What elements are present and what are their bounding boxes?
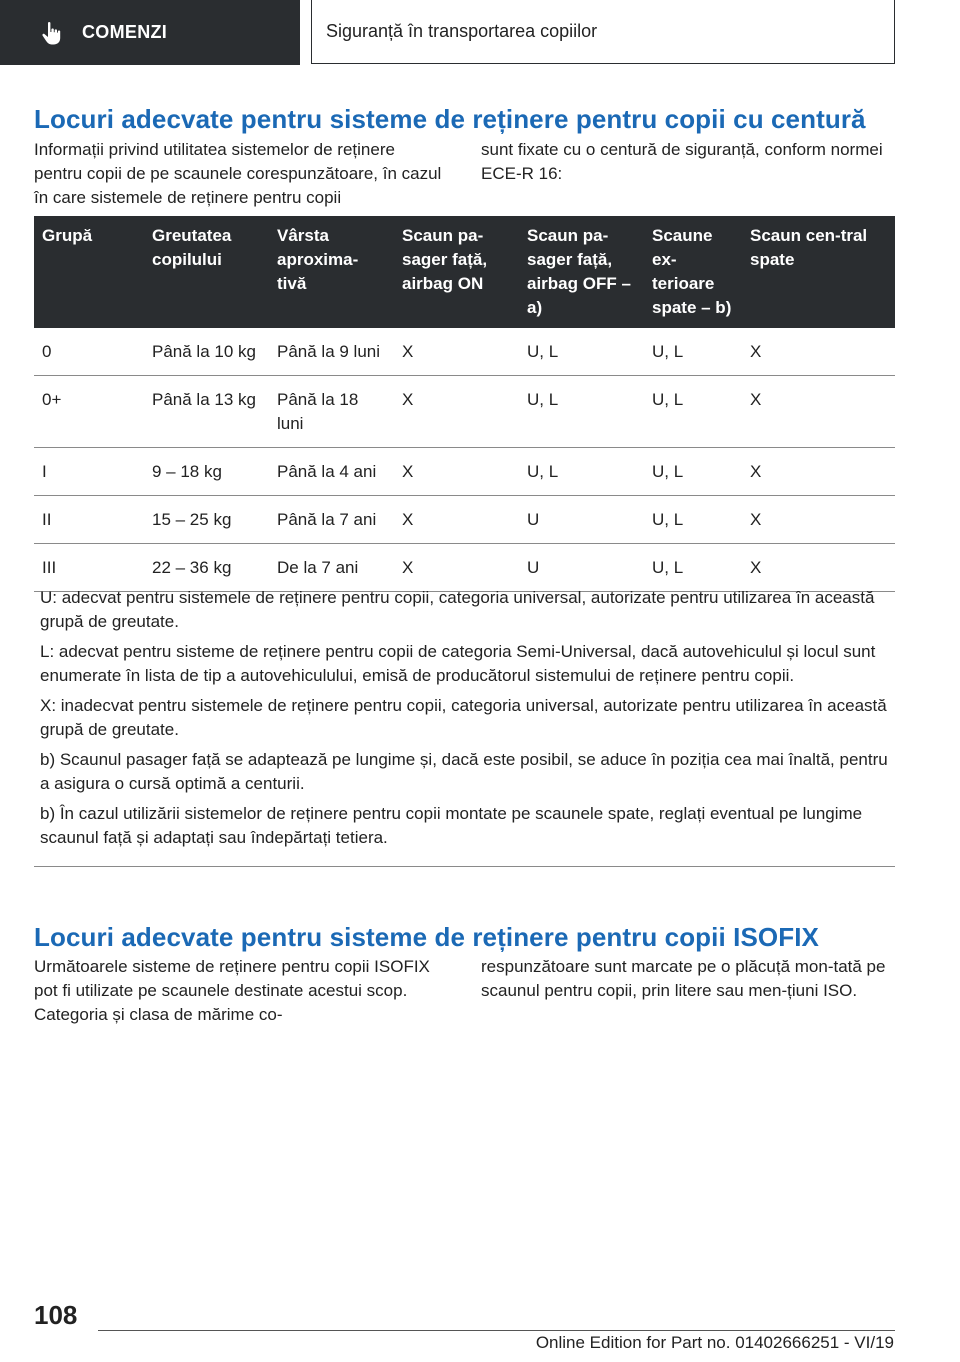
table-cell: 15 – 25 kg: [144, 496, 269, 544]
header-tab-label: COMENZI: [82, 22, 168, 42]
table-cell: II: [34, 496, 144, 544]
table-row: [34, 328, 895, 376]
footer-divider: [98, 1330, 895, 1331]
table-note: L: adecvat pentru sisteme de reținere pentru copii de categoria Semi-Universal, dacă autovehiculul și locul sunt enumerate în lista de tip a autovehiculului, emisă de producătorul sistemului de reținere pentru copii.: [40, 642, 876, 685]
table-header-cell: Scaun cen-tral spate: [742, 216, 895, 328]
table-header-cell: Scaun pa-sager față, airbag OFF – a): [519, 216, 644, 328]
table-note: X: inadecvat pentru sistemele de reținere pentru copii, categoria universal, autorizate pentru utilizarea în această grupă de greutate.: [40, 696, 887, 739]
table-cell: X: [394, 544, 519, 592]
page-number: 108: [34, 1300, 78, 1330]
table-cell: De la 7 ani: [269, 544, 394, 592]
table-cell: X: [742, 376, 895, 448]
table-cell: 0: [34, 328, 144, 376]
table-header-cell: Vârsta aproxima-tivă: [269, 216, 394, 328]
table-cell: Până la 13 kg: [144, 376, 269, 448]
table-cell: Până la 9 luni: [269, 328, 394, 376]
table-row: [34, 376, 895, 448]
table-cell: X: [394, 448, 519, 496]
table-cell: U, L: [519, 448, 644, 496]
section1-column-left: Informații privind utilitatea sistemelor de reținere pentru copii de pe scaunele corespunzătoare, în cazul în care sistemele de reținere pentru copii: [34, 140, 442, 207]
table-header-cell: Scaun pa-sager față, airbag ON: [394, 216, 519, 328]
table-note: U: adecvat pentru sistemele de reținere pentru copii, categoria universal, autorizate pentru utilizarea în această grupă de greutate.: [40, 588, 875, 631]
table-cell: Până la 7 ani: [269, 496, 394, 544]
table-cell: X: [394, 496, 519, 544]
table-cell: U, L: [644, 544, 742, 592]
table-cell: I: [34, 448, 144, 496]
table-cell: U, L: [644, 328, 742, 376]
table-header-cell: Scaune ex-terioare spate – b): [644, 216, 742, 328]
table-cell: III: [34, 544, 144, 592]
footer-edition: Online Edition for Part no. 01402666251 - VI/19: [535, 1333, 894, 1352]
table-cell: X: [394, 376, 519, 448]
table-cell: U, L: [519, 328, 644, 376]
table-cell: X: [394, 328, 519, 376]
table-cell: X: [742, 448, 895, 496]
section2-column-left: Următoarele sisteme de reținere pentru copii ISOFIX pot fi utilizate pe scaunele destinate acestui scop. Categoria și clasa de mărime co-: [34, 957, 430, 1024]
hand-pointer-icon: [38, 19, 66, 47]
table-cell: 0+: [34, 376, 144, 448]
table-cell: U: [519, 544, 644, 592]
section-title-isofix: Locuri adecvate pentru sisteme de reținere pentru copii ISOFIX: [34, 922, 819, 952]
table-cell: Până la 4 ani: [269, 448, 394, 496]
table-header-row: [34, 216, 895, 328]
table-notes: [34, 582, 895, 867]
breadcrumb: [311, 0, 895, 64]
table-cell: U, L: [644, 448, 742, 496]
section2-column-right: respunzătoare sunt marcate pe o plăcuță mon-tată pe scaunul pentru copii, prin litere sau men-țiuni ISO.: [481, 957, 886, 1000]
table-cell: Până la 10 kg: [144, 328, 269, 376]
table-row: [34, 448, 895, 496]
table-row: [34, 496, 895, 544]
header-tab-comenzi[interactable]: [0, 0, 300, 65]
table-cell: 22 – 36 kg: [144, 544, 269, 592]
table-header-cell: Greutatea copilului: [144, 216, 269, 328]
breadcrumb-text: Siguranță în transportarea copiilor: [326, 21, 598, 41]
table-header-cell: Grupă: [34, 216, 144, 328]
table-cell: U, L: [644, 376, 742, 448]
table-cell: 9 – 18 kg: [144, 448, 269, 496]
table-cell: Până la 18 luni: [269, 376, 394, 448]
table-cell: X: [742, 544, 895, 592]
table-cell: X: [742, 328, 895, 376]
table-note: b) Scaunul pasager față se adaptează pe lungime și, dacă este posibil, se aduce în poziția cea mai înaltă, pentru a asigura o cursă optimă a centurii.: [40, 750, 888, 793]
table-cell: U: [519, 496, 644, 544]
child-seat-suitability-table: [34, 216, 895, 592]
table-cell: X: [742, 496, 895, 544]
table-note: b) În cazul utilizării sistemelor de reținere pentru copii montate pe scaunele spate, reglați eventual pe lungime scaunul față și adaptați sau îndepărtați tetiera.: [40, 804, 863, 847]
table-cell: U, L: [644, 496, 742, 544]
table-cell: U, L: [519, 376, 644, 448]
section1-column-right: sunt fixate cu o centură de siguranță, conform normei ECE-R 16:: [481, 140, 883, 183]
section-title-belt: Locuri adecvate pentru sisteme de reținere pentru copii cu centură: [34, 104, 866, 134]
